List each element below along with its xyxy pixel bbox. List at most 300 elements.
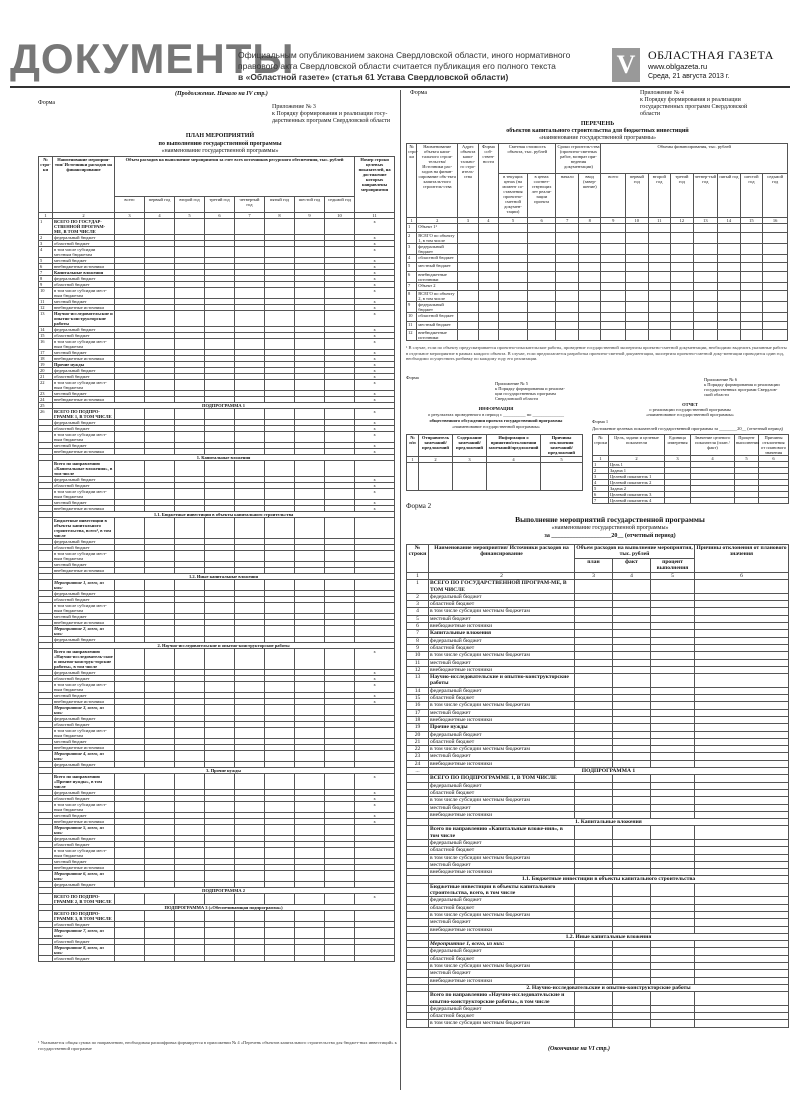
row-number [39, 825, 53, 836]
value-cell [613, 674, 651, 688]
value-cell [295, 288, 325, 299]
form2-period-prefix: за [544, 533, 550, 539]
form-2-label: Форма 2 [406, 502, 432, 510]
value-cell [235, 825, 265, 836]
value-cell [115, 339, 145, 350]
plan-col-number: 9 [295, 213, 325, 219]
table-row [407, 623, 789, 630]
value-cell [601, 313, 626, 322]
notice-line-3: в «Областной газете» (статья 61 Устава Свердловской области) [238, 72, 509, 82]
value-cell [578, 282, 601, 291]
value-cell [205, 825, 235, 836]
value-cell [695, 955, 789, 962]
continuation-note: (Продолжение. Начало на IV стр.) [175, 91, 268, 97]
col-row-number: № стро-ки [39, 157, 53, 213]
value-cell [325, 432, 355, 443]
objects-table [406, 143, 788, 341]
row-label: областной бюджет [53, 722, 115, 728]
value-cell [295, 580, 325, 591]
row-number: 14 [39, 327, 53, 333]
value-cell [695, 738, 789, 745]
value-cell [651, 811, 695, 818]
target-cell [355, 551, 395, 562]
value-cell [325, 774, 355, 790]
value-cell [671, 282, 694, 291]
plan-col-number: 2 [53, 213, 115, 219]
table-row [407, 271, 788, 282]
row-label: в том числе субсидии мест-ным бюджетам [53, 432, 115, 443]
row-label: внебюджетные источники [53, 699, 115, 705]
objects-footnote: ¹ В случае, если по объекту предусматривается проектно-изыскательские работы, проведение государственной экспертизы проектно-сметной документации, необходимо выделить указанные работы в отдельное мероприятие в рамках каждого объекта. В случае, если предполагается разработка проектно-сметной документации, экспертиза проектно-сметной доку-ментации проводится один год, необходимо осуществить разбивку по каждому году его реализации. [406, 345, 787, 361]
value-cell [265, 911, 295, 922]
row-number [407, 819, 429, 826]
value-cell [499, 232, 528, 243]
col-target-row: Номер строки целевых показателей, на достижение которых направлены мероприятия [355, 157, 395, 213]
value-cell [695, 637, 789, 644]
row-number [407, 789, 429, 796]
value-cell [695, 1020, 789, 1027]
value-cell [601, 302, 626, 313]
table-row [407, 804, 789, 811]
value-cell [575, 1013, 613, 1020]
row-number [407, 876, 429, 883]
value-cell [478, 224, 498, 233]
value-cell [695, 847, 789, 854]
row-label: областной бюджет [53, 545, 115, 551]
row-number [39, 728, 53, 739]
value-cell [115, 461, 145, 477]
value-cell [265, 956, 295, 962]
value-cell [295, 871, 325, 882]
value-cell [695, 839, 789, 846]
value-cell [175, 802, 205, 813]
value-cell [763, 313, 788, 322]
value-cell [578, 313, 601, 322]
obj-col-number: 2 [417, 218, 458, 224]
value-cell [601, 232, 626, 243]
value-cell [235, 928, 265, 939]
value-cell [145, 311, 175, 327]
value-cell [499, 291, 528, 302]
value-cell [575, 702, 613, 709]
value-cell [458, 313, 478, 322]
info-num-3: 3 [453, 457, 487, 463]
value-cell [613, 911, 651, 918]
f2-col-name: Наименование мероприятия/ Источники расходов на финансирование [429, 545, 575, 573]
row-number [407, 839, 429, 846]
value-cell [265, 802, 295, 813]
row-number [407, 919, 429, 926]
table-row [407, 282, 788, 291]
value-cell [718, 291, 741, 302]
value-cell [478, 330, 498, 341]
row-label: областной бюджет [53, 939, 115, 945]
obj-subheader: четвер-тый год [693, 174, 718, 218]
value-cell [458, 291, 478, 302]
row-label: внебюджетные источники [429, 760, 575, 767]
value-cell [651, 716, 695, 723]
value-cell [235, 409, 265, 420]
value-cell [175, 928, 205, 939]
value-cell [648, 330, 671, 341]
row-number [39, 580, 53, 591]
value-cell [613, 738, 651, 745]
value-cell [695, 926, 789, 933]
target-cell: x [355, 796, 395, 802]
form2-program-name: «наименование государственной программы» [551, 525, 669, 531]
value-cell [235, 911, 265, 922]
obj-col-number: 11 [648, 218, 671, 224]
value-cell [740, 263, 763, 272]
value-cell [325, 825, 355, 836]
row-label: Целевой показатель 4 [609, 498, 665, 504]
value-cell [695, 811, 789, 818]
value-cell [651, 926, 695, 933]
value-cell [613, 666, 651, 673]
value-cell [613, 897, 651, 904]
row-number [39, 751, 53, 762]
value-cell [115, 288, 145, 299]
value-cell [613, 659, 651, 666]
value-cell [556, 243, 579, 254]
value-cell [205, 489, 235, 500]
row-number: 16 [39, 339, 53, 350]
f2-col-number: 5 [651, 573, 695, 580]
value-cell [718, 330, 741, 341]
value-cell [205, 728, 235, 739]
value-cell [115, 380, 145, 391]
row-number: 5 [407, 263, 417, 272]
value-cell [695, 746, 789, 753]
row-number: 8 [407, 291, 417, 302]
info-empty-cell [453, 463, 487, 491]
column-divider [400, 90, 401, 1090]
row-number [407, 775, 429, 782]
value-cell [651, 904, 695, 911]
col-activity-name: Наименование мероприя-тия/ Источники расходов на финансирование [53, 157, 115, 213]
value-cell [575, 883, 613, 897]
value-cell [613, 623, 651, 630]
value-cell [145, 432, 175, 443]
value-cell [626, 302, 649, 313]
value-cell [115, 774, 145, 790]
value-cell [695, 789, 789, 796]
row-label: федеральный бюджет [429, 687, 575, 694]
value-cell [265, 339, 295, 350]
table-row [407, 652, 789, 659]
value-cell [575, 839, 613, 846]
obj-col-address: Адрес объекта капи-тально-го стро-итель-ства [458, 144, 478, 218]
row-label: внебюджетные источники [429, 623, 575, 630]
value-cell [651, 746, 695, 753]
value-cell [718, 254, 741, 263]
value-cell [575, 926, 613, 933]
value-cell [325, 751, 355, 762]
row-label: областной бюджет [53, 333, 115, 339]
row-number [407, 948, 429, 955]
value-cell [556, 224, 579, 233]
value-cell [651, 731, 695, 738]
value-cell [235, 894, 265, 905]
value-cell [478, 302, 498, 313]
plan-col-number: 11 [355, 213, 395, 219]
value-cell [651, 637, 695, 644]
row-label: Мероприятие 1, всего, из них: [53, 580, 115, 591]
table-row [407, 970, 789, 977]
value-cell [695, 644, 789, 651]
value-cell [651, 666, 695, 673]
f2-col-number: 3 [575, 573, 613, 580]
value-cell [235, 603, 265, 614]
f2-col-number: 1 [407, 573, 429, 580]
section-heading: 2. Научно-исследовательские и опытно-конструкторские работы [429, 984, 789, 991]
row-label: Целевой показатель 1 [609, 474, 665, 480]
value-cell [115, 247, 145, 258]
table-row [39, 311, 395, 327]
f2-col-number: 4 [613, 573, 651, 580]
info-empty-cell [541, 463, 583, 491]
table-row [407, 883, 789, 897]
value-cell [651, 652, 695, 659]
table-row [407, 593, 789, 600]
value-cell [205, 848, 235, 859]
table-row [407, 731, 789, 738]
value-cell [458, 302, 478, 313]
value-cell [575, 904, 613, 911]
value-cell [325, 626, 355, 637]
value-cell [695, 601, 789, 608]
value-cell [575, 652, 613, 659]
plan-col-number: 1 [39, 213, 53, 219]
value-cell [575, 948, 613, 955]
value-cell [575, 580, 613, 594]
value-cell [325, 928, 355, 939]
row-label: местный бюджет [429, 753, 575, 760]
table-row [39, 945, 395, 956]
info-empty-cell [407, 463, 419, 491]
value-cell [175, 247, 205, 258]
target-cell: x [355, 305, 395, 311]
value-cell [175, 288, 205, 299]
target-cell: x [355, 264, 395, 270]
section-heading: 1. Капитальные вложения [429, 819, 789, 826]
value-cell [295, 247, 325, 258]
row-label: областной бюджет [429, 738, 575, 745]
f2-numbers-row [407, 573, 789, 580]
header-rule [10, 86, 790, 88]
value-cell [175, 774, 205, 790]
form-label-5: Форма [406, 375, 419, 380]
row-label: ВСЕГО ПО ПОДПРО-ГРАММЕ 3, В ТОМ ЧИСЛЕ [53, 911, 115, 922]
row-label: в том числе субсидии мест-ным бюджетам [53, 728, 115, 739]
row-label: в том числе субсидии мест-ным бюджетам [53, 551, 115, 562]
value-cell [575, 630, 613, 637]
value-cell [205, 288, 235, 299]
value-cell [145, 802, 175, 813]
row-label: федеральный бюджет [429, 839, 575, 846]
value-cell [691, 498, 735, 504]
row-label: федеральный бюджет [53, 882, 115, 888]
table-row [39, 825, 395, 836]
value-cell [265, 894, 295, 905]
target-cell: x [355, 813, 395, 819]
value-cell [295, 848, 325, 859]
value-cell [671, 271, 694, 282]
value-cell [613, 1005, 651, 1012]
row-label: местный бюджет [429, 615, 575, 622]
col-expense-volume: Объем расходов на выполнение мероприятия за счет всех источников ресурсного обеспечения, тыс. рублей [115, 157, 355, 197]
row-label: областной бюджет [53, 597, 115, 603]
value-cell [145, 774, 175, 790]
value-cell [651, 897, 695, 904]
value-cell [613, 637, 651, 644]
value-cell [115, 489, 145, 500]
table-row [39, 928, 395, 939]
value-cell [718, 321, 741, 330]
target-cell: x [355, 270, 395, 276]
value-cell [325, 311, 355, 327]
row-label: местный бюджет [429, 919, 575, 926]
newspaper-url[interactable]: www.oblgazeta.ru [648, 62, 708, 71]
value-cell [695, 716, 789, 723]
table-row [407, 687, 789, 694]
row-label: в том числе субсидии местным бюджетам [429, 608, 575, 615]
form2-period: за ____________________20__ (отчетный период) [544, 533, 676, 539]
row-number: 5 [407, 615, 429, 622]
value-cell [763, 330, 788, 341]
value-cell [265, 518, 295, 539]
appendix-3-line3: дарственных программ Свердловской области [272, 118, 391, 124]
value-cell [718, 263, 741, 272]
value-cell [175, 682, 205, 693]
table-row [407, 897, 789, 904]
value-cell [205, 894, 235, 905]
target-cell: x [355, 299, 395, 305]
value-cell [175, 339, 205, 350]
value-cell [175, 409, 205, 420]
obj-subheader: пятый год [718, 174, 741, 218]
row-number [407, 1005, 429, 1012]
value-cell [651, 709, 695, 716]
value-cell [205, 774, 235, 790]
value-cell [145, 956, 175, 962]
value-cell [115, 871, 145, 882]
table-row [407, 797, 789, 804]
value-cell [695, 970, 789, 977]
row-label: Капитальные вложения [53, 270, 115, 276]
value-cell [718, 243, 741, 254]
row-number: 4 [593, 480, 609, 486]
tgt-col-number: 6 [759, 456, 789, 462]
row-label: в том числе субсидии местным бюджетам [429, 797, 575, 804]
table-row [39, 705, 395, 716]
value-cell [265, 848, 295, 859]
value-cell [693, 330, 718, 341]
row-label: внебюджетные источники [53, 865, 115, 871]
value-cell [651, 911, 695, 918]
value-cell [295, 380, 325, 391]
target-cell: x [355, 219, 395, 235]
obj-subheader: шестой год [740, 174, 763, 218]
table-row [407, 948, 789, 955]
tgt-col-number: № строки [593, 435, 609, 456]
value-cell [265, 461, 295, 477]
appendix-3-ref [272, 104, 402, 125]
value-cell [575, 666, 613, 673]
row-label: Всего по направлению «Капитальные вложения», в том числе [53, 461, 115, 477]
value-cell [265, 432, 295, 443]
value-cell [175, 728, 205, 739]
row-number [407, 826, 429, 840]
value-cell [575, 608, 613, 615]
value-cell [205, 871, 235, 882]
value-cell [651, 702, 695, 709]
row-number [407, 955, 429, 962]
value-cell [527, 313, 556, 322]
table-row [39, 649, 395, 670]
target-cell: x [355, 311, 395, 327]
value-cell [265, 751, 295, 762]
value-cell [695, 753, 789, 760]
row-number: 23 [407, 753, 429, 760]
appendix-5-ref [495, 381, 595, 401]
row-label: областной бюджет [53, 842, 115, 848]
row-label: федеральный бюджет [53, 836, 115, 842]
value-cell [613, 652, 651, 659]
value-cell [718, 302, 741, 313]
row-number: 6 [39, 264, 53, 270]
value-cell [325, 518, 355, 539]
value-cell [575, 782, 613, 789]
appendix-4-line3: государственных программ Свердловской [640, 104, 748, 110]
table-row [407, 666, 789, 673]
row-number: 7 [39, 270, 53, 276]
table-row [39, 751, 395, 762]
row-label: Мероприятие 4, всего, из них: [53, 751, 115, 762]
row-label: местный бюджет [417, 321, 458, 330]
value-cell [235, 339, 265, 350]
row-number: 10 [407, 313, 417, 322]
value-cell [651, 941, 695, 948]
row-number [39, 871, 53, 882]
row-number: 14 [407, 687, 429, 694]
value-cell [763, 232, 788, 243]
appendix-6-line3: государственных программ Свердлов- [704, 387, 778, 392]
report-period-title: Достижение целевых показателей государственной программы за ________20__ (отчетный период) [592, 426, 784, 431]
table-row [407, 615, 789, 622]
value-cell [115, 626, 145, 637]
row-number: 6 [407, 271, 417, 282]
row-number: 4 [39, 247, 53, 258]
value-cell [695, 702, 789, 709]
info-empty-cell [487, 463, 541, 491]
value-cell [575, 804, 613, 811]
row-label: Капитальные вложения [429, 630, 575, 637]
row-label: внебюджетные источники [53, 506, 115, 512]
table-row [407, 724, 789, 731]
value-cell [145, 894, 175, 905]
value-cell [115, 825, 145, 836]
row-label: Целевой показатель 3 [609, 492, 665, 498]
value-cell [205, 928, 235, 939]
row-label: федеральный бюджет [53, 670, 115, 676]
value-cell [575, 731, 613, 738]
value-cell [295, 409, 325, 420]
value-cell [325, 219, 355, 235]
value-cell [575, 659, 613, 666]
row-label: ВСЕГО ПО ГОСУДАР-СТВЕННОЙ ПРОГРАМ-МЕ, В ТОМ ЧИСЛЕ [53, 219, 115, 235]
value-cell [499, 271, 528, 282]
